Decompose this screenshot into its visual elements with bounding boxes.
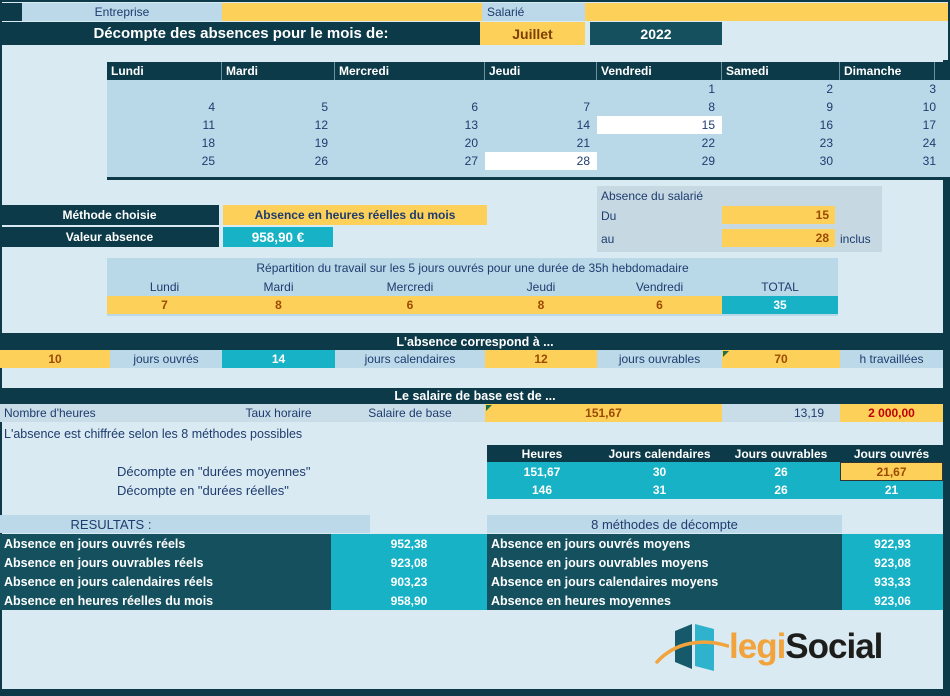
day-cell-absence-end[interactable]: 28 [485,152,597,170]
repartition-day-label: Lundi [149,280,180,294]
absence-from-input[interactable]: 15 [722,206,835,224]
calendar-header-jeudi: Jeudi [485,62,597,80]
day-cell-absence-start[interactable]: 15 [597,116,722,134]
result-label: Absence en heures moyennes [487,591,842,610]
day-cell: 25 [201,154,215,168]
salarie-label: Salarié [482,3,585,21]
day-cell: 30 [819,154,833,168]
day-cell [485,80,597,98]
repartition-hours-input[interactable]: 7 [107,296,222,314]
absence-period-panel [597,186,882,252]
calendar [107,62,950,180]
day-cell: 18 [201,136,215,150]
methods-header: Jours ouvrables [722,445,840,462]
calendar-header-samedi: Samedi [722,62,840,80]
legisocial-logo-icon [655,618,729,676]
repartition-hours-input[interactable]: 8 [485,296,597,314]
equivalence-label: h travaillées [840,350,943,368]
result-value: 923,08 [331,553,487,572]
equivalence-value: 14 [222,350,335,368]
day-cell: 7 [583,100,590,114]
equivalence-value[interactable]: 12 [485,350,597,368]
methods-cell: 146 [487,481,597,499]
equivalence-label: jours ouvrés [110,350,222,368]
repartition-hours-input[interactable]: 8 [222,296,335,314]
day-cell: 20 [464,136,478,150]
day-cell: 16 [819,118,833,132]
method-amount-value: 958,90 € [223,227,333,247]
repartition-day-label: Mercredi [386,280,434,294]
day-cell: 4 [208,100,215,114]
day-cell: 14 [576,118,590,132]
day-cell [222,80,335,98]
methods-note: L'absence est chiffrée selon les 8 méthodes possibles [4,426,303,441]
calendar-header-lundi: Lundi [107,62,222,80]
equivalence-label: jours calendaires [335,350,485,368]
day-cell: 6 [471,100,478,114]
year-cell[interactable]: 2022 [590,22,722,45]
result-label: Absence en jours calendaires réels [0,572,331,591]
absence-to-input[interactable]: 28 [722,229,835,247]
logo-text-legi: legi [729,627,786,666]
salary-base-label: Salaire de base [368,406,452,420]
result-label: Absence en jours calendaires moyens [487,572,842,591]
day-cell [335,80,485,98]
repartition-total-value: 35 [722,296,838,314]
day-cell: 21 [576,136,590,150]
absence-period-title: Absence du salarié [601,189,704,203]
calendar-header-mardi: Mardi [222,62,335,80]
methods-cell-highlight: 21,67 [840,462,943,481]
methods-row-label: Décompte en "durées moyennes" [117,464,311,479]
salarie-input[interactable] [585,3,948,21]
logo-text-social: Social [785,627,883,666]
repartition-panel [107,258,838,316]
entreprise-input[interactable] [222,3,482,21]
day-cell: 22 [701,136,715,150]
salary-title: Le salaire de base est de ... [0,388,950,404]
calendar-header-dimanche: Dimanche [840,62,935,80]
bottom-border [0,689,950,696]
day-cell: 27 [464,154,478,168]
repartition-title: Répartition du travail sur les 5 jours ouvrés pour une durée de 35h hebdomadaire [256,261,689,275]
day-cell: 5 [321,100,328,114]
result-value: 923,08 [842,553,943,572]
method-label: Méthode choisie [0,205,219,225]
repartition-day-label: Vendredi [635,280,684,294]
results-label: RESULTATS : [70,516,152,532]
month-cell[interactable]: Juillet [480,22,585,45]
day-cell: 2 [826,82,833,96]
repartition-total-label: TOTAL [761,280,799,294]
result-value: 922,93 [842,534,943,553]
salary-rate-label: Taux horaire [245,406,312,420]
legisocial-logo [655,618,915,676]
day-cell: 31 [922,154,936,168]
salary-base-input[interactable]: 2 000,00 [840,404,943,422]
day-cell: 8 [708,100,715,114]
page-title: Décompte des absences pour le mois de: [2,22,480,45]
results-methods-label: 8 méthodes de décompte [487,515,842,533]
repartition-day-label: Mardi [263,280,294,294]
methods-cell: 30 [597,462,722,481]
result-value: 958,90 [331,591,487,610]
result-value: 933,33 [842,572,943,591]
equivalence-label: jours ouvrables [597,350,722,368]
green-corner-marker-icon [486,405,492,411]
methods-cell: 151,67 [487,462,597,481]
salary-hours-text: 151,67 [585,406,622,420]
day-cell: 3 [929,82,936,96]
day-cell: 13 [464,118,478,132]
day-cell: 11 [202,118,215,132]
calendar-header-vendredi: Vendredi [597,62,722,80]
day-cell: 26 [314,154,328,168]
equivalence-value[interactable]: 10 [0,350,110,368]
methods-cell: 26 [722,462,840,481]
result-value: 903,23 [331,572,487,591]
repartition-hours-input[interactable]: 6 [597,296,722,314]
calendar-header-mercredi: Mercredi [335,62,485,80]
methods-cell: 31 [597,481,722,499]
methods-header: Heures [487,445,597,462]
repartition-day-label: Jeudi [526,280,556,294]
equivalence-title: L'absence correspond à ... [0,333,950,350]
day-cell: 10 [922,100,936,114]
methods-row-label: Décompte en "durées réelles" [117,482,289,498]
salary-hours-input[interactable] [485,404,722,422]
method-select[interactable]: Absence en heures réelles du mois [223,205,487,225]
corner-spacer [2,3,22,21]
day-cell: 17 [922,118,936,132]
green-corner-marker-icon [723,351,729,357]
equivalence-value[interactable] [722,350,840,368]
day-cell [107,80,222,98]
salary-rate-value: 13,19 [793,406,824,420]
absence-to-label: au [601,232,615,246]
result-label: Absence en jours ouvrés réels [0,534,331,553]
method-amount-label: Valeur absence [0,227,219,247]
absence-from-label: Du [601,209,617,223]
day-cell: 19 [314,136,328,150]
result-value: 952,38 [331,534,487,553]
methods-header: Jours calendaires [597,445,722,462]
result-label: Absence en jours ouvrables réels [0,553,331,572]
methods-cell: 21 [840,481,943,499]
day-cell: 9 [826,100,833,114]
result-label: Absence en jours ouvrables moyens [487,553,842,572]
top-border [0,0,950,2]
entreprise-label: Entreprise [22,3,222,21]
result-label: Absence en heures réelles du mois [0,591,331,610]
day-cell: 24 [922,136,936,150]
day-cell: 1 [708,82,715,96]
methods-cell: 26 [722,481,840,499]
methods-header: Jours ouvrés [840,445,943,462]
day-cell: 12 [314,118,328,132]
result-value: 923,06 [842,591,943,610]
equivalence-value-text: 70 [774,352,788,366]
day-cell: 29 [701,154,715,168]
day-cell: 23 [819,136,833,150]
absence-inclus-label: inclus [840,232,871,246]
salary-hours-label: Nombre d'heures [4,406,96,420]
result-label: Absence en jours ouvrés moyens [487,534,842,553]
repartition-hours-input[interactable]: 6 [335,296,485,314]
calendar-header-spacer [935,62,950,80]
